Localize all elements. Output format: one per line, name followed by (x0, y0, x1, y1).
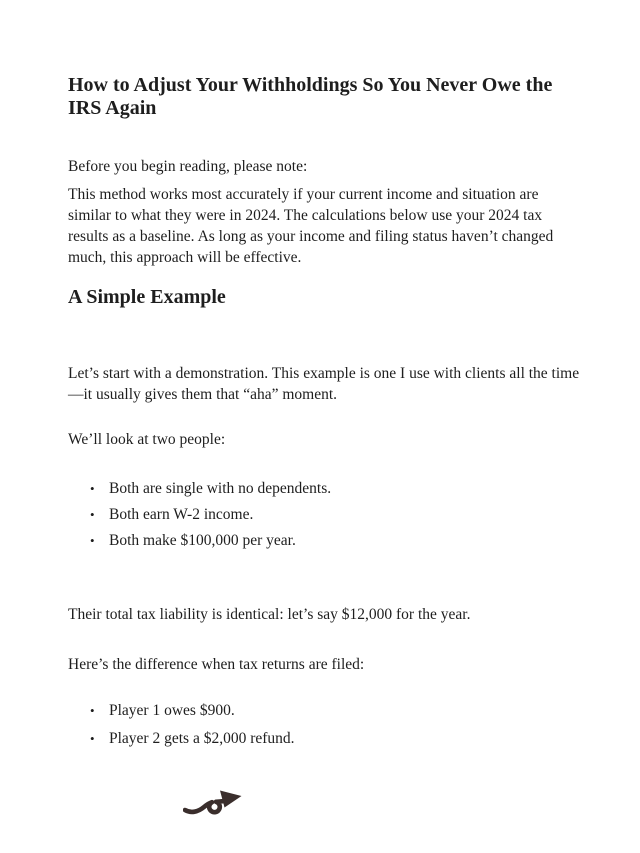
document-title: How to Adjust Your Withholdings So You Never Owe the IRS Again (68, 74, 553, 119)
difference-intro-paragraph: Here’s the difference when tax returns are filed: (68, 656, 365, 673)
example-intro-paragraph: Let’s start with a demonstration. This example is one I use with clients all the time—it usually gives them that “aha” moment. (68, 365, 580, 403)
bullet-icon: • (90, 731, 95, 746)
bullet-icon: • (90, 703, 95, 718)
list-item (68, 728, 583, 749)
list-item-text: Both earn W-2 income. (109, 506, 254, 523)
bullet-icon: • (90, 507, 95, 522)
results-bullet-list (68, 700, 583, 749)
list-item-text: Both make $100,000 per year. (109, 532, 296, 549)
list-item (68, 478, 583, 499)
list-item (68, 530, 583, 551)
people-bullet-list (68, 478, 583, 551)
curled-arrow-right-icon (183, 789, 245, 816)
section-heading: A Simple Example (68, 286, 226, 308)
liability-paragraph: Their total tax liability is identical: let’s say $12,000 for the year. (68, 606, 471, 623)
list-item-text: Player 2 gets a $2,000 refund. (109, 730, 295, 747)
arrow-doodle (183, 789, 245, 816)
bullet-icon: • (90, 533, 95, 548)
note-body-paragraph: This method works most accurately if your current income and situation are similar to what they were in 2024. The calculations below use your 2024 tax results as a baseline. As long as your income and filing status haven’t changed much, this approach will be effective. (68, 186, 554, 266)
list-item-text: Both are single with no dependents. (109, 480, 332, 497)
people-intro-paragraph: We’ll look at two people: (68, 431, 226, 448)
note-intro-paragraph: Before you begin reading, please note: (68, 158, 308, 175)
list-item-text: Player 1 owes $900. (109, 702, 235, 719)
bullet-icon: • (90, 481, 95, 496)
list-item (68, 700, 583, 721)
list-item (68, 504, 583, 525)
